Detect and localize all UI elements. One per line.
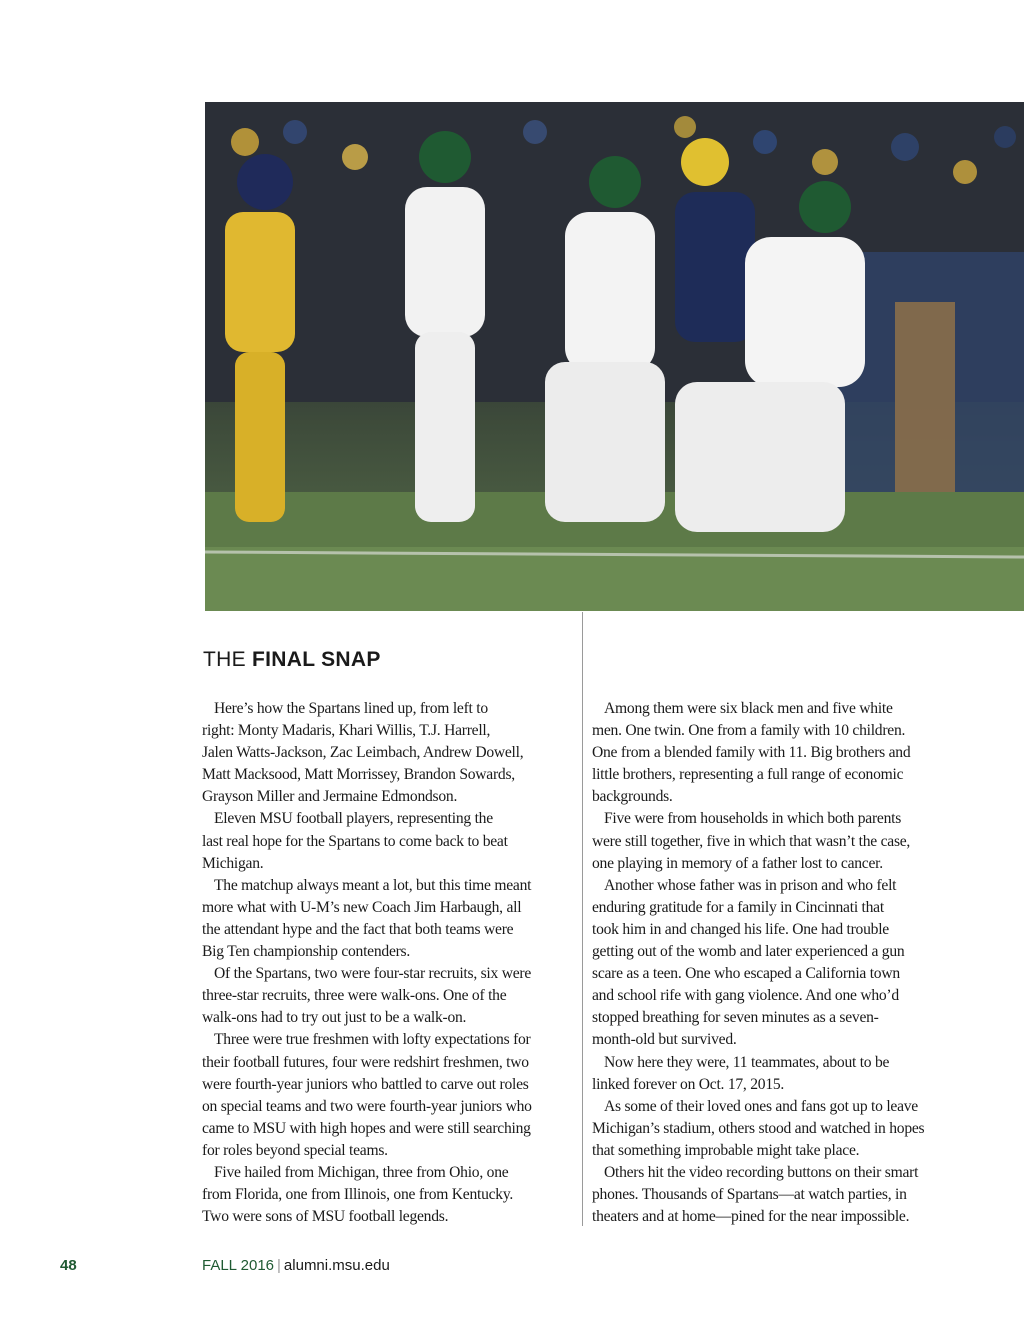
article-text-line: and school rife with gang violence. And one who’d bbox=[592, 987, 899, 1005]
article-text-line: Michigan’s stadium, others stood and watched in hopes bbox=[592, 1119, 925, 1137]
article-text-line: backgrounds. bbox=[592, 788, 673, 806]
article-text-line: linked forever on Oct. 17, 2015. bbox=[592, 1075, 785, 1093]
article-text-line: three-star recruits, three were walk-ons. One of the bbox=[202, 987, 507, 1005]
article-text-line: Three were true freshmen with lofty expectations for bbox=[214, 1031, 531, 1049]
article-text-line: that something improbable might take place. bbox=[592, 1141, 860, 1159]
article-text-line: enduring gratitude for a family in Cincinnati that bbox=[592, 898, 884, 916]
article-text-line: Eleven MSU football players, representing the bbox=[214, 810, 493, 828]
article-text-line: theaters and at home—pined for the near impossible. bbox=[592, 1208, 910, 1226]
football-game-photo bbox=[205, 102, 1024, 611]
article-text-line: Big Ten championship contenders. bbox=[202, 943, 411, 961]
article-text-line: Matt Macksood, Matt Morrissey, Brandon Sowards, bbox=[202, 766, 515, 784]
article-text-line: Among them were six black men and five white bbox=[604, 700, 893, 717]
article-text-line: Grayson Miller and Jermaine Edmondson. bbox=[202, 788, 458, 806]
article-text-line: came to MSU with high hopes and were still searching bbox=[202, 1119, 531, 1137]
article-text-line: month-old but survived. bbox=[592, 1031, 737, 1049]
article-text-line: phones. Thousands of Spartans—at watch parties, in bbox=[592, 1186, 907, 1204]
article-text-line: for roles beyond special teams. bbox=[202, 1141, 388, 1159]
article-text-line: Here’s how the Spartans lined up, from left to bbox=[214, 700, 488, 717]
section-title bbox=[203, 648, 381, 672]
section-title-bold: FINAL SNAP bbox=[252, 648, 381, 671]
article-text-line: from Florida, one from Illinois, one from Kentucky. bbox=[202, 1186, 514, 1204]
article-text-line: getting out of the womb and later experienced a gun bbox=[592, 943, 905, 961]
article-text-line: on special teams and two were fourth-year juniors who bbox=[202, 1097, 532, 1115]
article-text-line: one playing in memory of a father lost to cancer. bbox=[592, 854, 883, 872]
footer-issue: FALL 2016 bbox=[202, 1257, 275, 1274]
footer bbox=[202, 1257, 390, 1274]
article-text-line: their football futures, four were redshirt freshmen, two bbox=[202, 1053, 529, 1071]
article-text-line: As some of their loved ones and fans got up to leave bbox=[604, 1097, 918, 1115]
article-text-line: last real hope for the Spartans to come back to beat bbox=[202, 832, 508, 850]
section-title-light: THE bbox=[203, 648, 246, 671]
article-text-line: Others hit the video recording buttons on their smart bbox=[604, 1163, 919, 1181]
article-text-line: men. One twin. One from a family with 10 children. bbox=[592, 722, 906, 740]
article-text-line: Another whose father was in prison and who felt bbox=[604, 876, 897, 894]
article-text-line: Of the Spartans, two were four-star recruits, six were bbox=[214, 965, 532, 983]
article-text-line: Michigan. bbox=[202, 854, 264, 872]
article-text-line: little brothers, representing a full range of economic bbox=[592, 766, 904, 784]
page-number: 48 bbox=[60, 1257, 77, 1274]
article-text-line: stopped breathing for seven minutes as a seven- bbox=[592, 1009, 879, 1027]
article-text-line: Five hailed from Michigan, three from Ohio, one bbox=[214, 1163, 509, 1181]
article-text-line: more what with U-M’s new Coach Jim Harbaugh, all bbox=[202, 898, 522, 916]
article-text-line: One from a blended family with 11. Big brothers and bbox=[592, 744, 911, 762]
football-game-photo-illustration bbox=[205, 102, 1024, 611]
article-text-line: Now here they were, 11 teammates, about to be bbox=[604, 1053, 890, 1071]
column-divider bbox=[582, 612, 583, 1226]
footer-separator: | bbox=[277, 1257, 281, 1274]
article-column-right bbox=[592, 698, 964, 1228]
article-text-line: the attendant hype and the fact that both teams were bbox=[202, 920, 514, 938]
article-text-line: were still together, five in which that wasn’t the case, bbox=[592, 832, 911, 850]
article-text-line: scare as a teen. One who escaped a California town bbox=[592, 965, 900, 983]
article-text-line: walk-ons had to try out just to be a walk-on. bbox=[202, 1009, 467, 1027]
article-text-line: Two were sons of MSU football legends. bbox=[202, 1208, 449, 1226]
article-text-line: Five were from households in which both parents bbox=[604, 810, 902, 828]
article-text-line: right: Monty Madaris, Khari Willis, T.J. Harrell, bbox=[202, 722, 491, 740]
footer-site: alumni.msu.edu bbox=[283, 1257, 390, 1274]
article-text-line: took him in and changed his life. One had trouble bbox=[592, 920, 889, 938]
article-text-line: were fourth-year juniors who battled to carve out roles bbox=[202, 1075, 529, 1093]
article-text-line: Jalen Watts-Jackson, Zac Leimbach, Andrew Dowell, bbox=[202, 744, 524, 762]
article-column-left bbox=[202, 698, 574, 1228]
article-text-line: The matchup always meant a lot, but this time meant bbox=[214, 876, 532, 894]
